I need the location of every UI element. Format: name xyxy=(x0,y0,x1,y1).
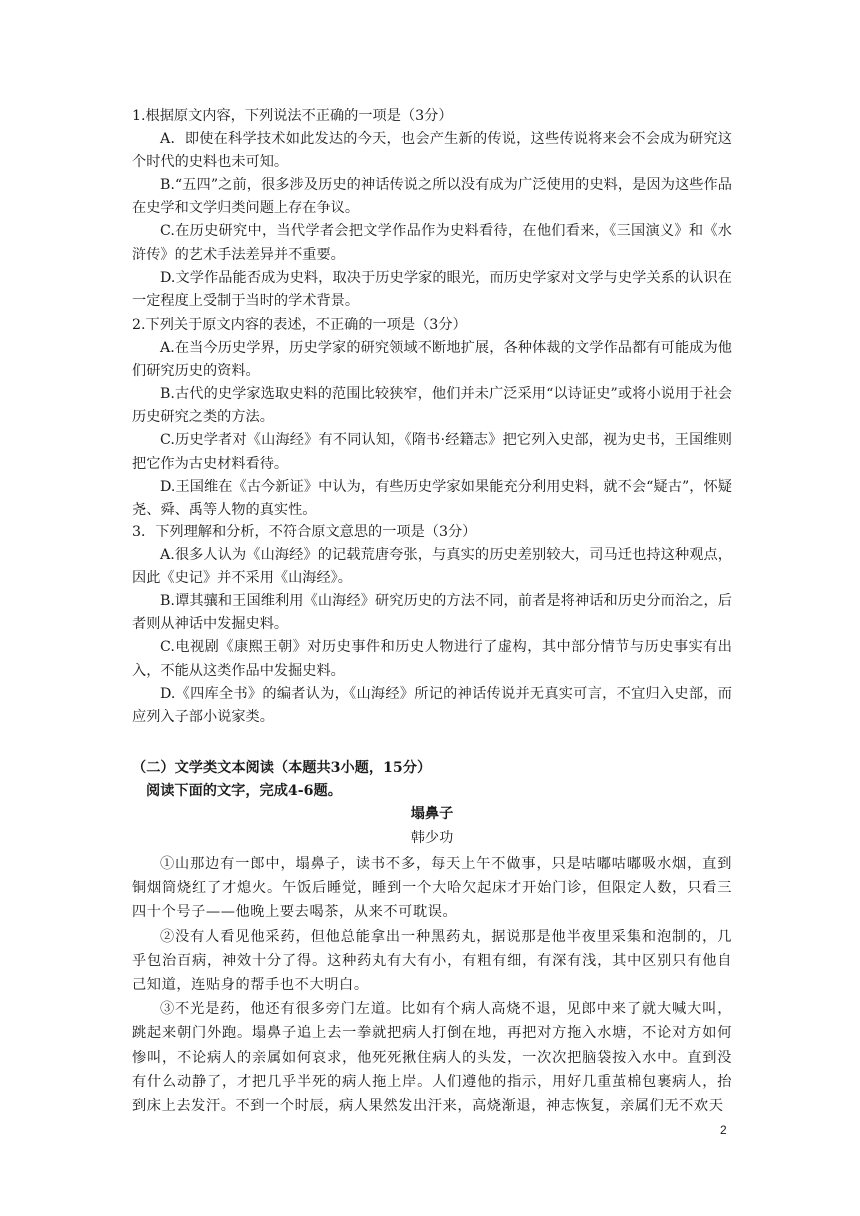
section-heading: （二）文学类文本阅读（本题共3小题，15分） xyxy=(132,760,432,776)
option-d: D.王国维在《古今新证》中认为，有些历史学家如果能充分利用史料，就不会“疑古”，怀疑尧、舜、禹等人物的真实性。 xyxy=(132,478,732,518)
option-c: C.电视剧《康熙王朝》对历史事件和历史人物进行了虚构，其中部分情节与历史事实有出入，不能从这类作品中发掘史料。 xyxy=(132,639,732,679)
option-a: A.在当今历史学界，历史学家的研究领域不断地扩展，各种体裁的文学作品都有可能成为他们研究历史的资料。 xyxy=(132,340,732,380)
question-stem: 3．下列理解和分析，不符合原文意思的一项是（3分） xyxy=(132,524,477,540)
option-b: B.“五四”之前，很多涉及历史的神话传说之所以没有成为广泛使用的史料，是因为这些作品在史学和文学归类问题上存在争议。 xyxy=(132,177,732,217)
section-instruction: 阅读下面的文字，完成4-6题。 xyxy=(146,783,342,799)
story-title: 塌鼻子 xyxy=(410,806,454,822)
option-a: A．即使在科学技术如此发达的今天，也会产生新的传说，这些传说将来会不会成为研究这个时代的史料也未可知。 xyxy=(132,131,732,171)
story-paragraph-2: ②没有人看见他采药，但他总能拿出一种黑药丸，据说那是他半夜里采集和泡制的，几乎包治百病，神效十分了得。这种药丸有大有小，有粗有细，有深有浅，其中区别只有他自己知道，连贴身的帮手也不大明白。 xyxy=(132,928,732,994)
story-paragraph-3: ③不光是药，他还有很多旁门左道。比如有个病人高烧不退，见郎中来了就大喊大叫，跳起来朝门外跑。塌鼻子追上去一拳就把病人打倒在地，再把对方拖入水塘，不论对方如何惨叫，不论病人的亲属如何哀求，他死死揪住病人的头发，一次次把脑袋按入水中。直到没有什么动静了，才把几乎半死的病人拖上岸。人们遵他的指示，用好几重茧棉包裹病人，抬到床上去发汗。不到一个时辰，病人果然发出汗来，高烧渐退，神志恢复，亲属们无不欢天 xyxy=(132,1001,732,1115)
option-b: B.谭其骧和王国维利用《山海经》研究历史的方法不同，前者是将神话和历史分而治之，后者则从神话中发掘史料。 xyxy=(132,593,732,633)
question-2 xyxy=(132,314,732,522)
option-c: C.历史学者对《山海经》有不同认知，《隋书·经籍志》把它列入史部，视为史书，王国维则把它作为古史材料看待。 xyxy=(132,432,732,472)
option-d: D.文学作品能否成为史料，取决于历史学家的眼光，而历史学家对文学与史学关系的认识在一定程度上受制于当时的学术背景。 xyxy=(132,269,732,309)
option-d: D.《四库全书》的编者认为，《山海经》所记的神话传说并无真实可言，不宜归入史部，而应列入子部小说家类。 xyxy=(132,685,732,725)
page-number: 2 xyxy=(720,1123,727,1137)
option-a: A.很多人认为《山海经》的记载荒唐夸张，与真实的历史差别较大，司马迁也持这种观点，因此《史记》并不采用《山海经》。 xyxy=(132,547,732,587)
question-1 xyxy=(132,105,732,313)
story-author: 韩少功 xyxy=(410,830,454,846)
story-paragraph-1: ①山那边有一郎中，塌鼻子，读书不多，每天上午不做事，只是咕嘟咕嘟吸水烟，直到铜烟筒烧红了才熄火。午饭后睡觉，睡到一个大哈欠起床才开始门诊，但限定人数，只看三四十个号子——他晚上要去喝茶，从来不可耽误。 xyxy=(132,856,732,921)
option-c: C.在历史研究中，当代学者会把文学作品作为史料看待，在他们看来，《三国演义》和《水浒传》的艺术手法差异并不重要。 xyxy=(132,223,732,263)
question-stem: 2.下列关于原文内容的表述，不正确的一项是（3分） xyxy=(132,317,467,333)
question-stem: 1.根据原文内容，下列说法不正确的一项是（3分） xyxy=(132,108,453,124)
question-3 xyxy=(132,521,732,729)
story-body xyxy=(132,852,732,1118)
option-b: B.古代的史学家选取史料的范围比较狭窄，他们并未广泛采用“以诗证史”或将小说用于社会历史研究之类的方法。 xyxy=(132,386,732,426)
